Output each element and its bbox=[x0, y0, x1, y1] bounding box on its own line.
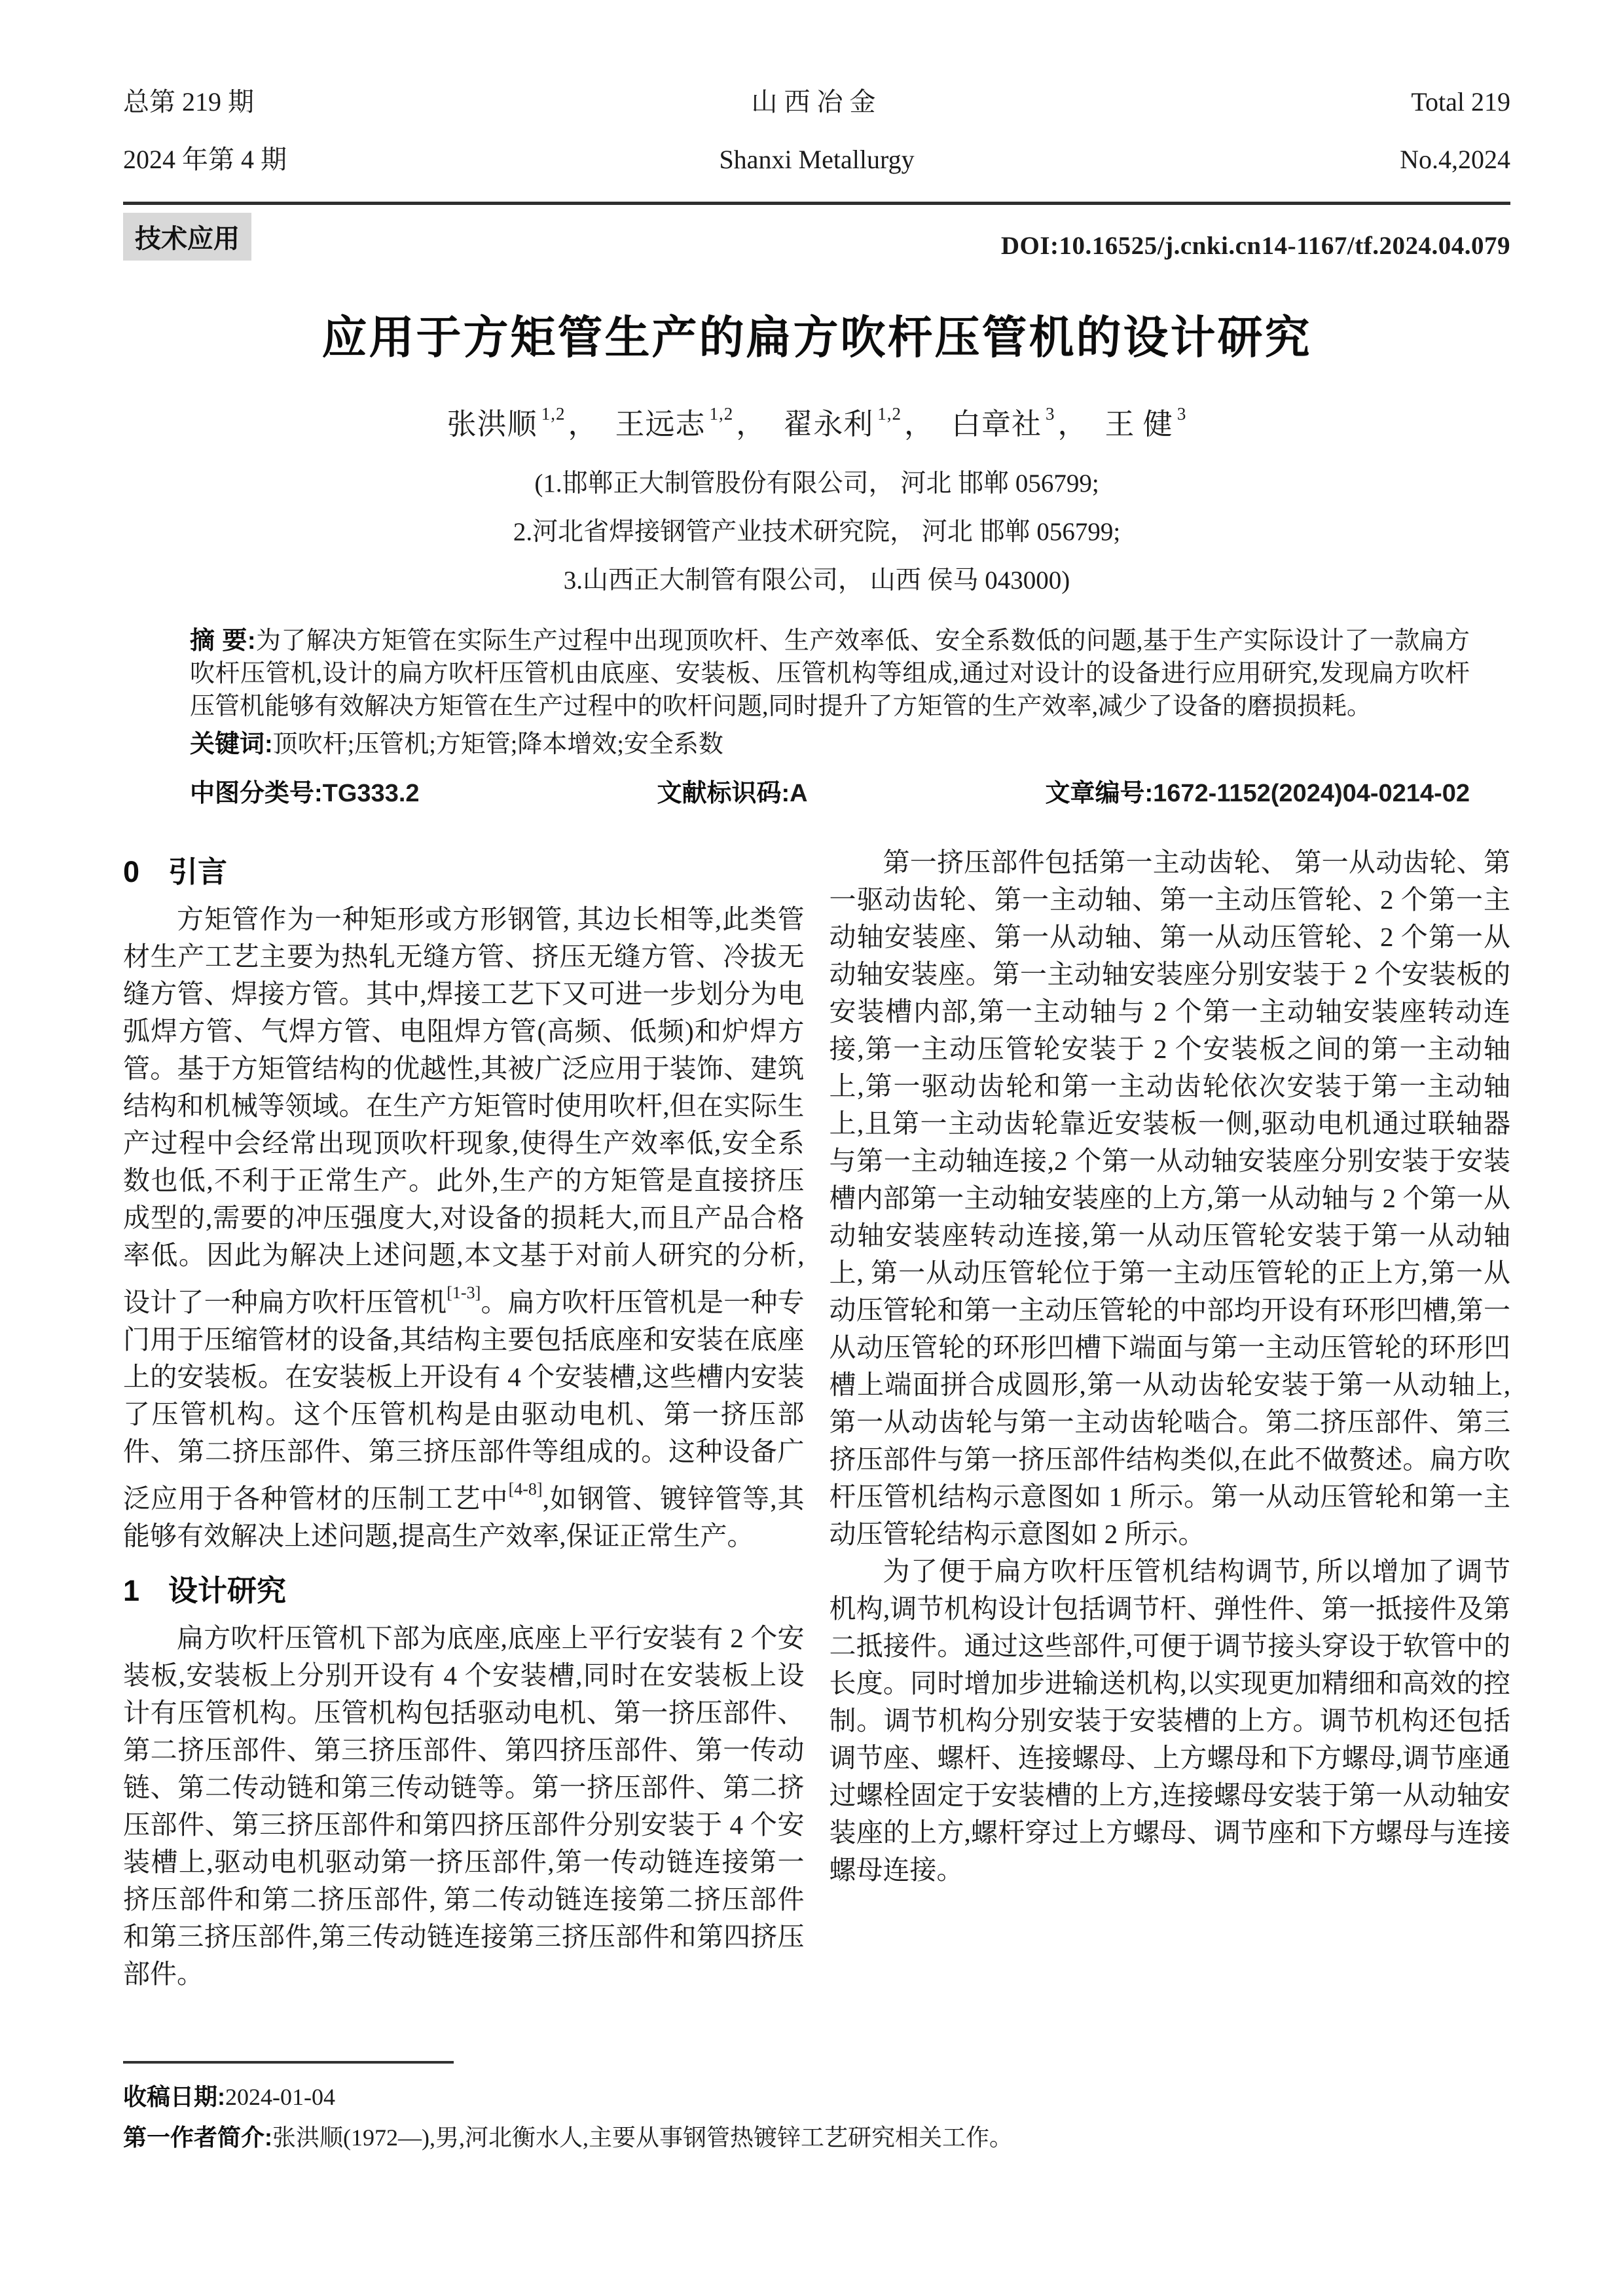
tag-row bbox=[123, 213, 1510, 261]
clc-item bbox=[190, 773, 420, 809]
footnote bbox=[123, 2061, 1511, 2158]
issue-number-en: Total 219 bbox=[1411, 87, 1510, 117]
author-affiliation-sup: 3 bbox=[1046, 404, 1055, 424]
keywords-paragraph bbox=[190, 728, 1470, 761]
author-bio-label: 第一作者简介: bbox=[123, 2124, 272, 2151]
issue-number-cn: 总第 219 期 bbox=[123, 87, 254, 117]
received-date-value: 2024-01-04 bbox=[225, 2084, 335, 2110]
section-number: 1 bbox=[123, 1574, 140, 1607]
doc-code-item bbox=[657, 773, 807, 809]
affiliation-line: 2.河北省焊接钢管产业技术研究院， 河北 邯郸 056799; bbox=[513, 518, 1121, 546]
section-title: 引言 bbox=[168, 855, 228, 888]
author-affiliation-sup: 3 bbox=[1176, 404, 1187, 424]
body-paragraph: 扁方吹杆压管机下部为底座,底座上平行安装有 2 个安装板,安装板上分别开设有 4 个安装槽,同时在安装板上设计有压管机构。压管机构包括驱动电机、第一挤压部件、第二挤压部件、第三挤压部件、第四挤压部件、第一传动链、第二传动链和第三传动链等。第一挤压部件、第二挤压部件、第三挤压部件和第四挤压部件分别安装于 4 个安装槽上,驱动电机驱动第一挤压部件,第一传动链连接第一挤压部件和第二挤压部件, 第二传动链连接第二挤压部件和第三挤压部件,第三传动链连接第三挤压部件和第四挤压部件。 bbox=[123, 1623, 805, 1989]
author-name: 翟永利 bbox=[783, 408, 874, 441]
masthead bbox=[123, 73, 1510, 189]
author-name: 王 健 bbox=[1104, 408, 1173, 441]
abstract-paragraph bbox=[190, 625, 1470, 723]
author-separator: ， bbox=[1057, 408, 1088, 441]
article-title: 应用于方矩管生产的扁方吹杆压管机的设计研究 bbox=[321, 312, 1312, 363]
keywords-label: 关键词: bbox=[190, 731, 273, 758]
journal-title-en: Shanxi Metallurgy bbox=[719, 145, 915, 174]
doc-code-label: 文献标识码: bbox=[657, 780, 790, 807]
abstract-label: 摘 要: bbox=[190, 627, 256, 655]
citation-sup: [4-8] bbox=[508, 1480, 543, 1499]
author-separator: ， bbox=[736, 408, 767, 441]
author-bio-value: 张洪顺(1972—),男,河北衡水人,主要从事钢管热镀锌工艺研究相关工作。 bbox=[272, 2124, 1013, 2151]
article-id-item bbox=[1045, 773, 1470, 809]
section-heading bbox=[123, 1567, 805, 1609]
author-separator: ， bbox=[904, 408, 935, 441]
doi-text: DOI:10.16525/j.cnki.cn14-1167/tf.2024.04.079 bbox=[1000, 232, 1510, 260]
issue-info-left bbox=[123, 73, 719, 189]
abstract-text: 为了解决方矩管在实际生产过程中出现顶吹杆、生产效率低、安全系数低的问题,基于生产实际设计了一款扁方吹杆压管机,设计的扁方吹杆压管机由底座、安装板、压管机构等组成,通过对设计的设备进行应用研究,发现扁方吹杆压管机能够有效解决方矩管在生产过程中的吹杆问题,同时提升了方矩管的生产效率,减少了设备的磨损损耗。 bbox=[190, 627, 1470, 720]
section-number: 0 bbox=[123, 855, 140, 888]
section-title: 设计研究 bbox=[168, 1574, 287, 1607]
issue-year-cn: 2024 年第 4 期 bbox=[123, 145, 287, 174]
abstract-block bbox=[190, 625, 1470, 809]
article-id-value: 1672-1152(2024)04-0214-02 bbox=[1153, 780, 1470, 807]
body-columns bbox=[123, 844, 1510, 1993]
journal-title-block bbox=[719, 73, 914, 189]
issue-year-en: No.4,2024 bbox=[1400, 145, 1510, 174]
author-name: 张洪顺 bbox=[447, 408, 538, 441]
author-bio-line bbox=[123, 2117, 1511, 2158]
issue-info-right bbox=[915, 73, 1510, 189]
doc-code-value: A bbox=[790, 780, 808, 807]
classification-row bbox=[190, 773, 1470, 809]
body-paragraph: 为了便于扁方吹杆压管机结构调节, 所以增加了调节机构,调节机构设计包括调节杆、弹性件、第一抵接件及第二抵接件。通过这些部件,可便于调节接头穿设于软管中的长度。同时增加步进输送机构,以实现更加精细和高效的控制。调节机构分别安装于安装槽的上方。调节机构还包括调节座、螺杆、连接螺母、上方螺母和下方螺母,调节座通过螺栓固定于安装槽的上方,连接螺母安装于第一从动轴安装座的上方,螺杆穿过上方螺母、调节座和下方螺母与连接螺母连接。 bbox=[829, 1556, 1510, 1885]
author-name: 白章社 bbox=[951, 408, 1042, 441]
author-affiliation-sup: 1,2 bbox=[541, 404, 566, 424]
received-date-line bbox=[123, 2077, 1511, 2117]
body-paragraph: 第一挤压部件包括第一主动齿轮、 第一从动齿轮、第一驱动齿轮、第一主动轴、第一主动压管轮、2 个第一主动轴安装座、第一从动轴、第一从动压管轮、2 个第一从动轴安装座。第一主动轴安装座分别安装于 2 个安装板的安装槽内部,第一主动轴与 2 个第一主动轴安装座转动连接,第一主动压管轮安装于 2 个安装板之间的第一主动轴上,第一驱动齿轮和第一主动齿轮依次安装于第一主动轴上,且第一主动齿轮靠近安装板一侧,驱动电机通过联轴器与第一主动轴连接,2 个第一从动轴安装座分别安装于安装槽内部第一主动轴安装座的上方,第一从动轴与 2 个第一从动轴安装座转动连接,第一从动压管轮安装于第一从动轴上, 第一从动压管轮位于第一主动压管轮的正上方,第一从动压管轮和第一主动压管轮的中部均开设有环形凹槽,第一从动压管轮的环形凹槽下端面与第一主动压管轮的环形凹槽上端面拼合成圆形,第一从动齿轮安装于第一从动轴上,第一从动齿轮与第一主动齿轮啮合。第二挤压部件、第三挤压部件与第一挤压部件结构类似,在此不做赘述。扁方吹杆压管机结构示意图如 1 所示。第一从动压管轮和第一主动压管轮结构示意图如 2 所示。 bbox=[829, 847, 1510, 1549]
body-column-left bbox=[123, 844, 805, 1993]
header-rule bbox=[123, 202, 1510, 205]
clc-value: TG333.2 bbox=[322, 780, 420, 807]
author-affiliation-sup: 1,2 bbox=[877, 404, 902, 424]
article-id-label: 文章编号: bbox=[1045, 780, 1154, 807]
category-tag: 技术应用 bbox=[123, 213, 251, 261]
affiliation-line: (1.邯郸正大制管股份有限公司， 河北 邯郸 056799; bbox=[534, 469, 1099, 498]
journal-title-cn: 山西冶金 bbox=[751, 87, 883, 117]
affiliation-line: 3.山西正大制管有限公司， 山西 侯马 043000) bbox=[563, 566, 1070, 594]
keywords-text: 顶吹杆;压管机;方矩管;降本增效;安全系数 bbox=[272, 731, 723, 758]
author-separator: ， bbox=[568, 408, 598, 441]
body-column-right bbox=[830, 844, 1511, 1993]
body-paragraph: 方矩管作为一种矩形或方形钢管, 其边长相等,此类管材生产工艺主要为热轧无缝方管、挤压无缝方管、冷拔无缝方管、焊接方管。其中,焊接工艺下又可进一步划分为电弧焊方管、气焊方管、电阻焊方管(高频、低频)和炉焊方管。基于方矩管结构的优越性,其被广泛应用于装饰、建筑结构和机械等领域。在生产方矩管时使用吹杆,但在实际生产过程中会经常出现顶吹杆现象,使得生产效率低,安全系数也低,不利于正常生产。此外,生产的方矩管是直接挤压成型的,需要的冲压强度大,对设备的损耗大,而且产品合格率低。因此为解决上述问题,本文基于对前人研究的分析,设计了一种扁方吹杆压管机[1-3]。扁方吹杆压管机是一种专门用于压缩管材的设备,其结构主要包括底座和安装在底座上的安装板。在安装板上开设有 4 个安装槽,这些槽内安装了压管机构。这个压管机构是由驱动电机、第一挤压部件、第二挤压部件、第三挤压部件等组成的。这种设备广泛应用于各种管材的压制工艺中[4-8],如钢管、镀锌管等,其能够有效解决上述问题,提高生产效率,保证正常生产。 bbox=[123, 904, 805, 1551]
authors-line bbox=[123, 400, 1510, 443]
affiliations bbox=[123, 460, 1510, 605]
author-name: 王远志 bbox=[615, 408, 706, 441]
received-date-label: 收稿日期: bbox=[123, 2083, 225, 2110]
footnote-rule bbox=[123, 2061, 454, 2064]
citation-sup: [1-3] bbox=[447, 1283, 481, 1302]
author-affiliation-sup: 1,2 bbox=[709, 404, 734, 424]
section-heading bbox=[123, 848, 805, 890]
clc-label: 中图分类号: bbox=[190, 780, 323, 807]
